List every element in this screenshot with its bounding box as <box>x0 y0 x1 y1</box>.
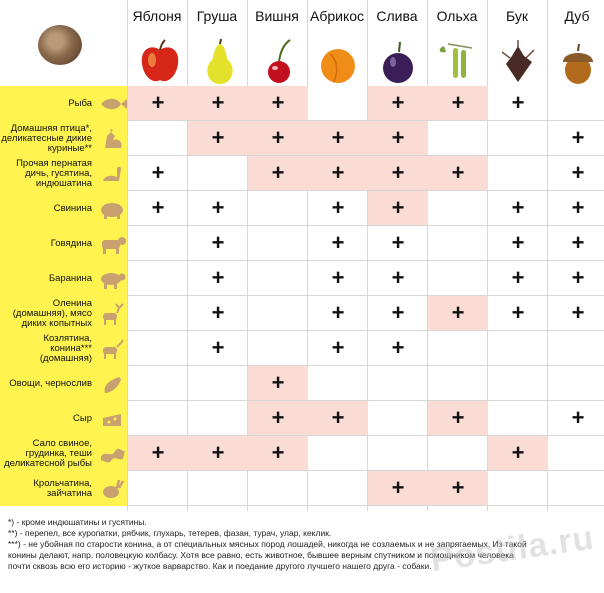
goat-icon <box>97 338 127 360</box>
pairing-cell: + <box>248 436 308 470</box>
column-header: Яблоня <box>132 8 182 24</box>
pairing-cell: + <box>308 401 368 435</box>
pairing-cell: + <box>428 471 488 505</box>
cherry-icon <box>250 38 310 86</box>
pairing-cell: + <box>368 86 428 120</box>
footnote: ***) - не убойная по старости конина, а от специальных мясных пород лошадей, никогда не созлаемых и не запрягаемых. Из такой конины делают, напр. половецкую колбасу. Хотя все равно, есть животное, бывшее верным спутником и помощником человека почти сквозь всю его историю - жуткое варварство. Как и поедание другого лучшего нашего друга - собаки. <box>8 539 527 571</box>
alder-icon <box>428 38 488 86</box>
footnote: **) - перепел, все куропатки, рябчик, глухарь, тетерев, фазан, турач, улар, кеклик. <box>8 528 332 538</box>
beech-icon <box>488 38 548 86</box>
pairing-cell: + <box>248 401 308 435</box>
table-row <box>0 191 604 226</box>
pairing-cell: + <box>248 156 308 190</box>
pepper-icon <box>97 373 127 395</box>
pairing-cell <box>128 471 188 505</box>
row-header <box>0 331 127 366</box>
pairing-cell: + <box>308 156 368 190</box>
wood-chips-icon <box>38 25 82 65</box>
pairing-cell <box>248 296 308 330</box>
pairing-cell <box>548 471 604 505</box>
pairing-cell: + <box>188 436 248 470</box>
row-label: Козлятина, конина*** (домашняя) <box>39 332 92 364</box>
pairing-cell <box>188 366 248 400</box>
pairing-cell: + <box>331 195 345 220</box>
pairing-cell <box>548 86 604 120</box>
pairing-cell <box>488 471 548 505</box>
pairing-cell: + <box>248 86 308 120</box>
pairing-cell <box>488 121 548 155</box>
pairing-cell: + <box>188 86 248 120</box>
pear-icon <box>190 38 250 86</box>
pairing-cell: + <box>151 195 165 220</box>
row-header <box>0 261 127 296</box>
row-header <box>0 471 127 506</box>
row-label: Свинина <box>53 202 92 214</box>
pairing-cell <box>428 121 488 155</box>
pairing-cell <box>368 401 428 435</box>
table-row <box>0 366 604 401</box>
watermark: Postila.ru <box>428 518 597 580</box>
plum-icon <box>368 38 428 86</box>
row-label: Домашняя птица*, деликатесные дикие куриные** <box>1 122 92 154</box>
pairing-cell: + <box>308 121 368 155</box>
pairing-cell: + <box>151 160 165 185</box>
pairing-cell <box>368 436 428 470</box>
column-header: Бук <box>505 8 528 24</box>
pairing-cell: + <box>391 335 405 360</box>
row-header <box>0 86 127 121</box>
pairing-cell: + <box>391 300 405 325</box>
pairing-cell: + <box>571 125 585 150</box>
table-row <box>0 296 604 331</box>
column-header: Слива <box>376 8 418 24</box>
column-header: Груша <box>196 8 238 24</box>
pairing-cell: + <box>248 121 308 155</box>
pairing-cell: + <box>368 121 428 155</box>
table-row <box>0 436 604 471</box>
pairing-cell <box>488 156 548 190</box>
table-row <box>0 261 604 296</box>
row-header <box>0 296 127 331</box>
row-header <box>0 436 127 471</box>
pairing-cell <box>428 226 488 260</box>
pairing-cell: + <box>511 230 525 255</box>
row-label: Сыр <box>73 412 92 424</box>
pairing-cell <box>428 436 488 470</box>
pairing-cell: + <box>331 265 345 290</box>
pairing-cell: + <box>248 366 308 400</box>
sheep-icon <box>97 268 127 290</box>
pairing-cell <box>248 226 308 260</box>
pairing-cell <box>428 366 488 400</box>
row-label: Крольчатина, зайчатина <box>33 477 92 499</box>
pairing-cell: + <box>571 160 585 185</box>
row-label: Говядина <box>50 237 92 249</box>
pairing-cell: + <box>211 300 225 325</box>
rooster-icon <box>97 128 127 150</box>
deer-icon <box>97 303 127 325</box>
pairing-cell <box>428 191 488 225</box>
pairing-cell: + <box>188 121 248 155</box>
pairing-cell <box>308 366 368 400</box>
pairing-cell: + <box>211 335 225 360</box>
pairing-cell: + <box>488 436 548 470</box>
pairing-cell <box>188 471 248 505</box>
pairing-cell: + <box>428 86 488 120</box>
pairing-cell: + <box>211 195 225 220</box>
table-row <box>0 331 604 366</box>
goose-icon <box>97 163 127 185</box>
row-header <box>0 191 127 226</box>
table-row <box>0 86 604 121</box>
pairing-cell: + <box>331 335 345 360</box>
pairing-cell: + <box>511 300 525 325</box>
pairing-cell: + <box>428 296 488 330</box>
pairing-cell <box>248 331 308 365</box>
pairing-cell: + <box>511 265 525 290</box>
pairing-cell: + <box>571 300 585 325</box>
pairing-cell <box>248 471 308 505</box>
row-label: Баранина <box>48 272 92 284</box>
pairing-cell <box>548 331 604 365</box>
rabbit-icon <box>97 478 127 500</box>
pairing-cell <box>248 261 308 295</box>
pairing-cell <box>128 226 188 260</box>
pairing-cell <box>428 331 488 365</box>
apple-icon <box>130 38 190 86</box>
pairing-cell: + <box>368 191 428 225</box>
row-header <box>0 401 127 436</box>
pairing-cell <box>128 296 188 330</box>
pairing-cell: + <box>511 195 525 220</box>
pairing-cell <box>548 436 604 470</box>
row-label: Рыба <box>68 97 92 109</box>
pairing-cell <box>368 366 428 400</box>
row-label: Прочая пернатая дичь, гусятина, индюшатина <box>16 157 92 189</box>
pairing-cell: + <box>571 230 585 255</box>
pairing-cell <box>128 331 188 365</box>
pairing-cell <box>308 436 368 470</box>
pairing-cell: + <box>428 156 488 190</box>
pairing-cell: + <box>331 230 345 255</box>
row-header <box>0 226 127 261</box>
pairing-cell <box>128 366 188 400</box>
column-header: Ольха <box>436 8 478 24</box>
pairing-cell: + <box>391 230 405 255</box>
pairing-cell: + <box>391 265 405 290</box>
pairing-cell <box>128 121 188 155</box>
column-header: Вишня <box>255 8 299 24</box>
cheese-icon <box>97 408 127 430</box>
row-header <box>0 366 127 401</box>
fish-icon <box>97 93 127 115</box>
pairing-cell: + <box>571 195 585 220</box>
pairing-cell: + <box>128 436 188 470</box>
pairing-cell <box>128 401 188 435</box>
pairing-cell: + <box>571 405 585 430</box>
table-row <box>0 471 604 506</box>
row-label: Сало свиное, грудинка, теши деликатесной рыбы <box>4 437 92 469</box>
row-label: Овощи, чернослив <box>9 377 92 389</box>
pairing-cell: + <box>331 300 345 325</box>
footnote: *) - кроме индюшатины и гусятины. <box>8 517 147 527</box>
table-row <box>0 401 604 436</box>
pairing-cell: + <box>368 156 428 190</box>
pairing-cell <box>488 366 548 400</box>
row-header <box>0 121 127 156</box>
column-header: Абрикос <box>309 8 365 24</box>
acorn-icon <box>548 38 604 86</box>
pairing-cell <box>488 401 548 435</box>
pairing-cell <box>188 401 248 435</box>
pairing-cell <box>128 261 188 295</box>
pairing-cell: + <box>211 265 225 290</box>
pairing-cell <box>428 261 488 295</box>
pairing-cell <box>488 331 548 365</box>
pairing-cell <box>248 191 308 225</box>
table-row <box>0 121 604 156</box>
pairing-cell: + <box>428 401 488 435</box>
pairing-cell <box>308 86 368 120</box>
cow-icon <box>97 233 127 255</box>
pairing-cell: + <box>511 90 525 115</box>
pairing-cell <box>548 366 604 400</box>
row-label: Оленина (домашняя), мясо диких копытных <box>12 297 92 329</box>
bacon-icon <box>97 443 127 465</box>
pairing-cell: + <box>571 265 585 290</box>
pairing-cell <box>188 156 248 190</box>
apricot-icon <box>308 38 368 86</box>
table-row <box>0 156 604 191</box>
pairing-cell <box>308 471 368 505</box>
row-header <box>0 156 127 191</box>
pairing-cell: + <box>128 86 188 120</box>
pairing-cell: + <box>211 230 225 255</box>
pig-icon <box>97 198 127 220</box>
pairing-cell: + <box>368 471 428 505</box>
column-header: Дуб <box>564 8 590 24</box>
table-row <box>0 226 604 261</box>
